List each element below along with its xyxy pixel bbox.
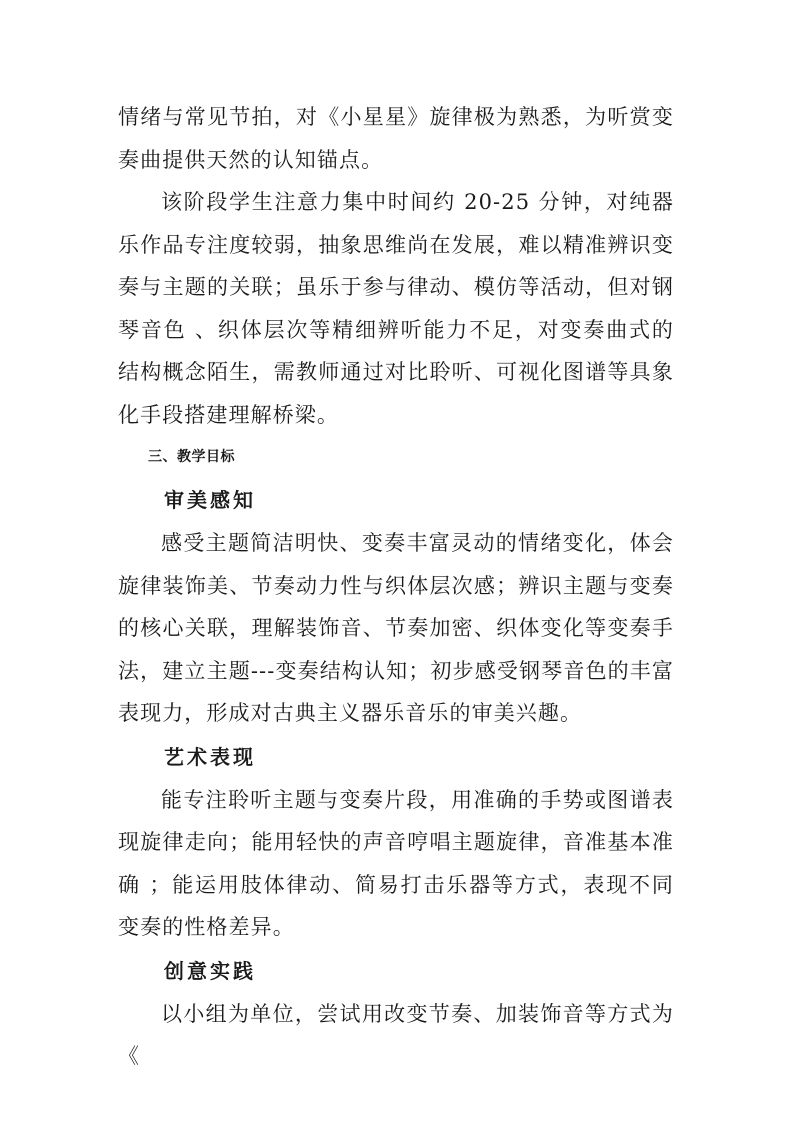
document-page — [118, 96, 674, 1078]
goal-text-aesthetic-perception: 感受主题简洁明快、变奏丰富灵动的情绪变化，体会旋律装饰美、节奏动力性与织体层次感；辨识主题与变奏的核心关联，理解装饰音、节奏加密、织体变化等变奏手法，建立主题---变奏结构认知；初步感受钢琴音色的丰富表现力，形成对古典主义器乐音乐的审美兴趣。 — [118, 531, 674, 725]
goal-text-artistic-expression: 能专注聆听主题与变奏片段，用准确的手势或图谱表现旋律走向；能用轻快的声音哼唱主题旋律，音准基本准确 ；能运用肢体律动、简易打击乐器等方式，表现不同变奏的性格差异。 — [118, 787, 674, 939]
goal-text-creative-practice: 以小组为单位，尝试用改变节奏、加装饰音等方式为《 — [118, 1001, 674, 1068]
intro-continuation-paragraph: 情绪与常见节拍，对《小星星》旋律极为熟悉，为听赏变奏曲提供天然的认知锚点。 — [118, 105, 674, 172]
student-analysis-paragraph: 该阶段学生注意力集中时间约 20-25 分钟，对纯器乐作品专注度较弱，抽象思维尚在发展，难以精准辨识变奏与主题的关联；虽乐于参与律动、模仿等活动，但对钢琴音色 、织体层次等精细辨听能力不足，对变奏曲式的结构概念陌生，需教师通过对比聆听、可视化图谱等具象化手段搭建理解桥梁。 — [118, 190, 674, 427]
section-title-teaching-goals: 三、教学目标 — [148, 449, 235, 465]
goal-heading-artistic-expression: 艺术表现 — [164, 744, 256, 769]
goal-heading-creative-practice: 创意实践 — [164, 958, 256, 983]
goal-heading-aesthetic-perception: 审美感知 — [164, 488, 256, 512]
